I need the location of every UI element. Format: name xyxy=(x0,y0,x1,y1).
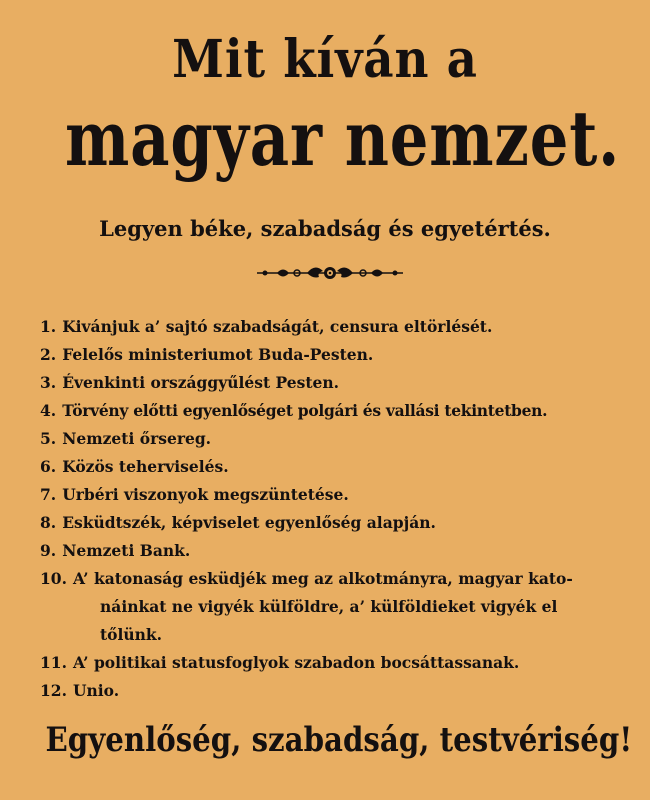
item-text: Törvény előtti egyenlőséget polgári és vallási tekintetben. xyxy=(62,401,548,420)
item-text: Felelős ministeriumot Buda-Pesten. xyxy=(62,345,374,364)
subtitle: Legyen béke, szabadság és egyetértés. xyxy=(99,216,551,241)
item-number: 10. xyxy=(40,569,67,588)
list-item xyxy=(40,565,640,649)
list-item xyxy=(40,341,640,369)
footer-slogan: Egyenlőség, szabadság, testvériség! xyxy=(45,720,633,760)
list-item xyxy=(40,677,640,705)
list-item xyxy=(40,649,640,677)
item-number: 4. xyxy=(40,401,57,420)
ornamental-divider-icon xyxy=(255,262,405,284)
item-text: Urbéri viszonyok megszüntetése. xyxy=(62,485,349,504)
item-text: Esküdtszék, képviselet egyenlőség alapján. xyxy=(62,513,436,532)
item-text: Nemzeti Bank. xyxy=(62,541,191,560)
item-text: Unio. xyxy=(72,681,120,700)
item-number: 12. xyxy=(40,681,67,700)
list-item xyxy=(40,537,640,565)
list-item xyxy=(40,313,640,341)
item-text: A’ politikai statusfoglyok szabadon bocsáttassanak. xyxy=(72,653,520,672)
item-number: 9. xyxy=(40,541,57,560)
demands-list xyxy=(40,313,640,705)
item-number: 11. xyxy=(40,653,67,672)
item-text: Évenkinti országgyűlést Pesten. xyxy=(62,373,340,392)
item-continuation: tőlünk. xyxy=(100,625,163,644)
item-number: 3. xyxy=(40,373,57,392)
item-number: 6. xyxy=(40,457,57,476)
item-number: 5. xyxy=(40,429,57,448)
item-first-line xyxy=(40,565,640,593)
item-text: Közös teherviselés. xyxy=(62,457,229,476)
list-item xyxy=(40,453,640,481)
title-line-1: Mit kíván a xyxy=(172,29,478,90)
item-text: Nemzeti őrsereg. xyxy=(62,429,212,448)
item-text: Kivánjuk a’ sajtó szabadságát, censura eltörlését. xyxy=(62,317,493,336)
item-number: 7. xyxy=(40,485,57,504)
list-item xyxy=(40,481,640,509)
list-item xyxy=(40,369,640,397)
item-number: 2. xyxy=(40,345,57,364)
list-item xyxy=(40,397,640,425)
item-text: A’ katonaság esküdjék meg az alkotmányra, magyar kato- xyxy=(72,569,573,588)
title-line-2: magyar nemzet. xyxy=(65,94,621,183)
list-item xyxy=(40,509,640,537)
item-number: 8. xyxy=(40,513,57,532)
list-item xyxy=(40,425,640,453)
item-number: 1. xyxy=(40,317,57,336)
item-continuation: náinkat ne vigyék külföldre, a’ külföldieket vigyék el xyxy=(100,597,558,616)
